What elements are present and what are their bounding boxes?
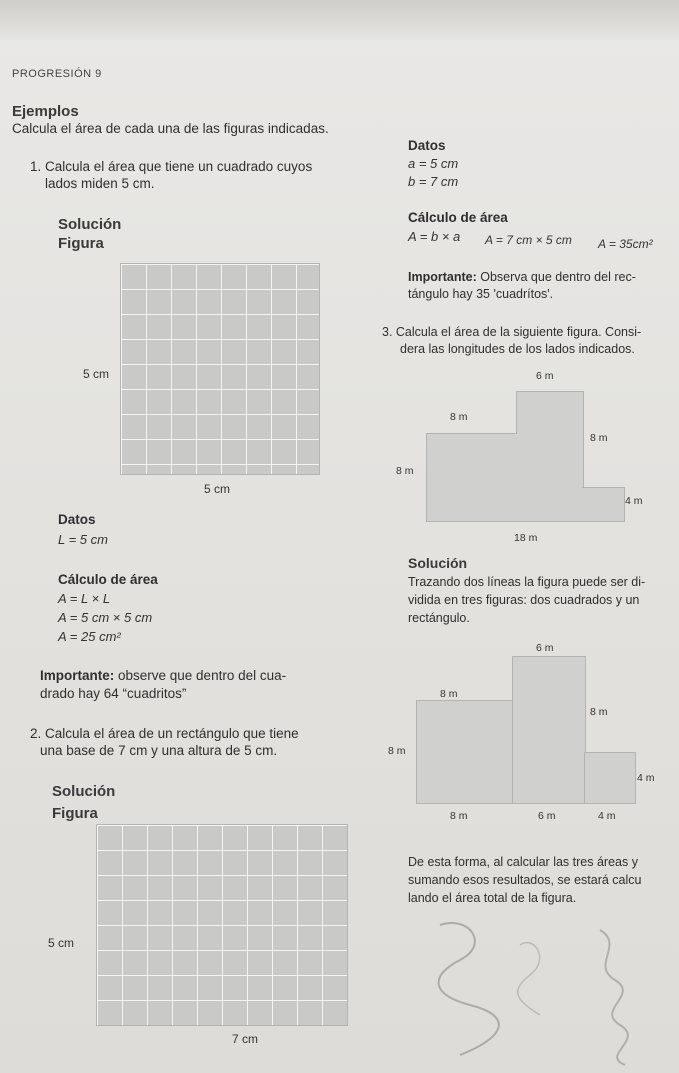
ex1-formula-3: A = 25 cm² [58, 629, 121, 644]
scribble-left [439, 923, 499, 1055]
ex2-note-text: Observa que dentro del rec- [476, 270, 636, 284]
ex3-label-right-lower: 4 m [625, 495, 643, 507]
ex3-sol-line3: rectángulo. [408, 611, 470, 625]
intro-text: Calcula el área de cada una de las figuras indicadas. [12, 121, 329, 136]
ex1-calc-heading: Cálculo de área [58, 572, 158, 587]
ex3-div-square-right [584, 752, 636, 804]
ex2-dato-b: b = 7 cm [408, 174, 459, 189]
ex3-div-label-right-upper: 8 m [590, 706, 608, 718]
page-title: Ejemplos [12, 103, 79, 120]
ex3-div-label-top: 6 m [536, 642, 554, 654]
ex2-note-line2: tángulo hay 35 'cuadrítos'. [408, 287, 554, 301]
ex1-note-text: observe que dentro del cua- [114, 668, 287, 683]
ex3-label-right-upper: 8 m [590, 432, 608, 444]
ex3-div-label-b2: 6 m [538, 810, 556, 822]
ex2-formula-1: A = b × a [408, 229, 461, 244]
ex3-end-line1: De esta forma, al calcular las tres áreas y [408, 855, 638, 869]
ex2-calc-heading: Cálculo de área [408, 210, 508, 225]
ex2-rectangle-grid [96, 824, 348, 1026]
ex3-label-step-top: 8 m [450, 411, 468, 423]
ex2-note-bold: Importante: [408, 270, 477, 284]
ex3-div-label-b3: 4 m [598, 810, 616, 822]
ex2-formula-2: A = 7 cm × 5 cm [485, 233, 572, 247]
ex1-statement-line2: lados miden 5 cm. [45, 176, 155, 191]
ex3-solucion-heading: Solución [408, 555, 468, 571]
ex2-bottom-label: 7 cm [232, 1032, 259, 1046]
ex1-bottom-label: 5 cm [204, 482, 231, 496]
ex3-sol-line2: vidida en tres figuras: dos cuadrados y un [408, 593, 640, 607]
ex2-datos-heading: Datos [408, 138, 446, 153]
ex3-label-top: 6 m [536, 370, 554, 382]
ex2-statement-line1: 2. Calcula el área de un rectángulo que tiene [30, 726, 299, 741]
pencil-scribbles [400, 905, 679, 1073]
ex2-note-line1 [408, 270, 636, 284]
ex3-div-label-right-lower: 4 m [637, 772, 655, 784]
ex1-datos-heading: Datos [58, 512, 96, 527]
ex3-div-label-left: 8 m [388, 745, 406, 757]
ex1-dato-L: L = 5 cm [58, 532, 108, 547]
scribble-middle [518, 943, 540, 1015]
ex1-statement-line1: 1. Calcula el área que tiene un cuadrado cuyos [30, 159, 313, 174]
ex1-solucion-heading: Solución [58, 216, 122, 233]
ex2-dato-a: a = 5 cm [408, 156, 459, 171]
ex1-formula-1: A = L × L [58, 591, 111, 606]
ex3-label-left: 8 m [396, 465, 414, 477]
ex3-div-square-left [416, 700, 514, 804]
ex1-side-label: 5 cm [83, 367, 110, 381]
ex3-div-label-b1: 8 m [450, 810, 468, 822]
ex1-note-line2: drado hay 64 “cuadritos” [40, 686, 187, 701]
ex3-div-rectangle [512, 656, 586, 804]
ex2-formula-3: A = 35cm² [598, 237, 653, 251]
ex3-end-line2: sumando esos resultados, se estará calcu [408, 873, 642, 887]
ex3-shape-right [582, 487, 625, 522]
page-top-shadow [0, 0, 679, 40]
ex1-square-grid [120, 263, 320, 475]
ex3-statement-line2: dera las longitudes de los lados indicados. [400, 342, 635, 356]
section-label: PROGRESIÓN 9 [12, 68, 102, 80]
ex3-sol-line1: Trazando dos líneas la figura puede ser di- [408, 575, 646, 589]
ex2-side-label: 5 cm [48, 936, 75, 950]
ex3-shape-tall [516, 391, 584, 522]
ex3-div-label-step-top: 8 m [440, 688, 458, 700]
ex1-note-line1 [40, 668, 286, 683]
scribble-right [600, 930, 628, 1065]
ex2-statement-line2: una base de 7 cm y una altura de 5 cm. [40, 743, 278, 758]
ex1-figura-heading: Figura [58, 235, 104, 252]
ex3-end-line3: lando el área total de la figura. [408, 891, 577, 905]
ex3-label-bottom: 18 m [514, 532, 538, 544]
ex1-formula-2: A = 5 cm × 5 cm [58, 610, 153, 625]
ex3-shape-baseline [426, 521, 625, 522]
ex1-note-bold: Importante: [40, 668, 115, 683]
ex2-solucion-heading: Solución [52, 783, 116, 800]
ex2-figura-heading: Figura [52, 805, 98, 822]
ex3-statement-line1: 3. Calcula el área de la siguiente figura. Consi- [382, 325, 642, 339]
ex3-shape-left [426, 433, 517, 522]
